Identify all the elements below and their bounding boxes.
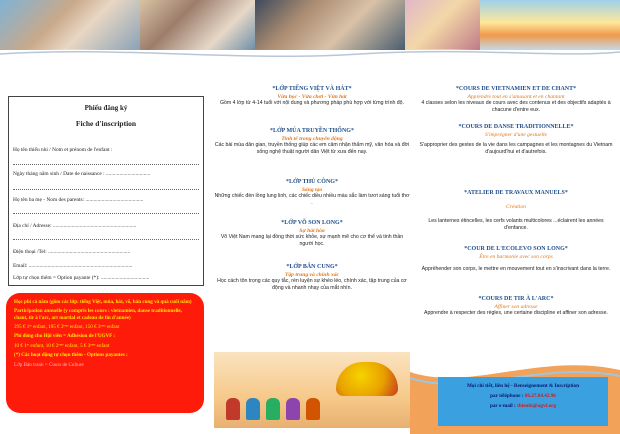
field-address[interactable]: Địa chỉ / Adresse: .............................................................. bbox=[13, 223, 137, 229]
class-title: *COURS DE DANSE TRADITIONNELLE* bbox=[458, 124, 574, 130]
class-section bbox=[214, 128, 410, 155]
class-title: *COURS DE VIETNAMIEN ET DE CHANT* bbox=[455, 86, 577, 92]
class-title: *LỚP BẮN CUNG* bbox=[286, 264, 338, 270]
dragon-icon bbox=[336, 362, 398, 396]
class-description: Apprendre à respecter des règles, une certaine discipline et affiner son adresse. bbox=[424, 310, 608, 317]
class-subtitle: Sự hài hòa bbox=[299, 227, 325, 234]
options-title: (*) Các hoạt động tự chọn thêm - Options payantes : bbox=[14, 352, 128, 359]
class-title: *ATELIER DE TRAVAUX MANUELS* bbox=[464, 190, 568, 196]
fees-title-fr: Participation annuelle (y compris les cours : vietnamien, danse traditionnelle, chant, tir à l'arc, art martial et cadeau de fin d'année) bbox=[14, 308, 182, 321]
class-description: Các bài múa dân gian, truyền thống giúp các em cảm nhận thẩm mỹ, văn hóa và đời sống nghệ thuật người dân Việt từ xưa đến nay. bbox=[214, 142, 410, 155]
child-figure-icon bbox=[246, 398, 260, 420]
contact-title: Mọi chi tiết, liên hệ - Renseignement & Inscription bbox=[467, 383, 579, 389]
membership-title: Phí đóng cho Hội viên = Adhésion de l'UGVF : bbox=[14, 333, 116, 340]
class-section bbox=[418, 124, 614, 155]
class-subtitle: Affiner son adresse bbox=[494, 303, 538, 310]
field-email[interactable]: Email: ............................................................................. bbox=[13, 263, 133, 269]
contact-box bbox=[438, 377, 608, 426]
class-subtitle: S'imprégner d'une gestuelle bbox=[484, 131, 548, 138]
class-title: *COUR DE L'ECOLEVO SON LONG* bbox=[464, 246, 568, 252]
header-wave bbox=[0, 42, 620, 66]
membership-amounts: 10 € 1ᵉʳ enfant, 10 € 2ᵉᵐᵉ enfant, 5 € 3ᵉᵐᵉ enfant bbox=[14, 342, 110, 349]
class-title: *COURS DE TIR À L'ARC* bbox=[478, 296, 554, 302]
contact-phone-row bbox=[442, 393, 604, 400]
class-title: *LỚP TIẾNG VIỆT VÀ HÁT* bbox=[272, 86, 352, 92]
class-section bbox=[418, 246, 614, 273]
contact-email-label: par e-mail : bbox=[489, 402, 516, 409]
field-child-name[interactable]: Họ tên thiếu nhi / Nom et prénom de l'enfant : bbox=[13, 147, 113, 153]
class-title: *LỚP THỦ CÔNG* bbox=[286, 179, 338, 185]
field-line bbox=[13, 213, 199, 214]
children-festival-illustration bbox=[214, 352, 410, 428]
field-birth-date[interactable]: Ngày tháng năm sinh / Date de naissance : ................................. bbox=[13, 171, 151, 177]
field-line bbox=[13, 164, 199, 165]
class-section bbox=[214, 220, 410, 247]
class-subtitle: Sáng tạo bbox=[301, 186, 323, 193]
class-description: Appréhender son corps, le mettre en mouvement tout en s'inscrivant dans la terre. bbox=[421, 266, 611, 273]
class-section bbox=[418, 296, 614, 317]
field-line bbox=[13, 239, 199, 240]
registration-form bbox=[8, 96, 204, 286]
fees-box bbox=[6, 293, 204, 413]
options-item: Lớp Bản tranh = Cours de Culture bbox=[14, 361, 84, 368]
form-title-vi: Phiếu đăng ký bbox=[84, 104, 128, 112]
field-line bbox=[13, 189, 199, 190]
class-description: Những chiếc đèn lồng lung linh, các chiếc diều nhiều màu sắc làm tươi sáng tuổi thơ . bbox=[214, 193, 410, 206]
field-option[interactable]: Lớp tự chọn thêm = Option payante (*): .................................... bbox=[13, 275, 150, 281]
class-title: *LỚP VÕ SON LONG* bbox=[281, 220, 343, 226]
fees-title-vi: Học phí cả năm (gồm các lớp: tiếng Việt, múa, hát, võ, bản cung và quà cuối năm) bbox=[14, 299, 192, 305]
field-parents-name[interactable]: Họ tên ba mẹ - Nom des parents: ........................................... bbox=[13, 197, 144, 203]
child-figure-icon bbox=[286, 398, 300, 420]
contact-phone-link[interactable]: 06.27.84.42.96 bbox=[524, 392, 556, 399]
class-description: 4 classes selon les niveaux de cours avec des contenus et des objectifs adaptés à chacune d'entre eux. bbox=[421, 100, 611, 113]
contact-email-row bbox=[442, 403, 604, 410]
class-section bbox=[418, 86, 614, 113]
class-description: Học cách tôn trọng các quy tắc, rèn luyện sự khéo léo, chính xác, tập trung của cơ động và nhanh nhạy của mắt nhìn. bbox=[217, 278, 407, 291]
class-description: S'approprier des gestes de la vie dans les campagnes et les montagnes du Vietnam d'aujourd'hui et d'autrefois. bbox=[419, 142, 613, 155]
fees-amounts: 295 € 1ᵉʳ enfant, 185 € 2ᵉᵐᵉ enfant, 150 € 3ᵉᵐᵉ enfant bbox=[14, 324, 120, 331]
class-subtitle: Tinh tế trong chuyển động bbox=[281, 135, 343, 142]
child-figure-icon bbox=[306, 398, 320, 420]
contact-email-link[interactable]: thienhi@ugvf.org bbox=[517, 402, 557, 409]
class-section bbox=[214, 179, 410, 206]
class-subtitle: Apprendre tout en s'amusant et en chantant bbox=[467, 93, 565, 100]
class-subtitle: Création bbox=[506, 203, 526, 210]
class-description: Võ Việt Nam mang lại đồng thời sức khỏe, sự mạnh mẽ cho cơ thể và tinh thần người học. bbox=[220, 234, 404, 247]
class-title: *LỚP MÚA TRUYỀN THỐNG* bbox=[270, 128, 354, 134]
class-description: Les lanternes étincelles, les cerfs volants multicolores ...éclairent les années d'enfance. bbox=[428, 218, 604, 231]
child-figure-icon bbox=[266, 398, 280, 420]
class-section bbox=[418, 190, 614, 231]
class-subtitle: Tập trung và chính xác bbox=[284, 271, 340, 278]
class-subtitle: Être en harmonie avec son corps bbox=[479, 253, 553, 260]
class-section bbox=[214, 86, 410, 107]
class-subtitle: Vừa học - Vừa chơi - Vừa hát bbox=[277, 93, 347, 100]
child-figure-icon bbox=[226, 398, 240, 420]
form-title-fr: Fiche d'inscription bbox=[75, 119, 137, 128]
contact-phone-label: par téléphone : bbox=[490, 392, 524, 399]
field-phone[interactable]: Điện thoại /Tel: ............................................................. bbox=[13, 249, 131, 255]
class-section bbox=[214, 264, 410, 291]
class-description: Gồm 4 lớp từ 4-14 tuổi với nội dung và phương pháp phù hợp với từng trình độ. bbox=[219, 100, 405, 107]
